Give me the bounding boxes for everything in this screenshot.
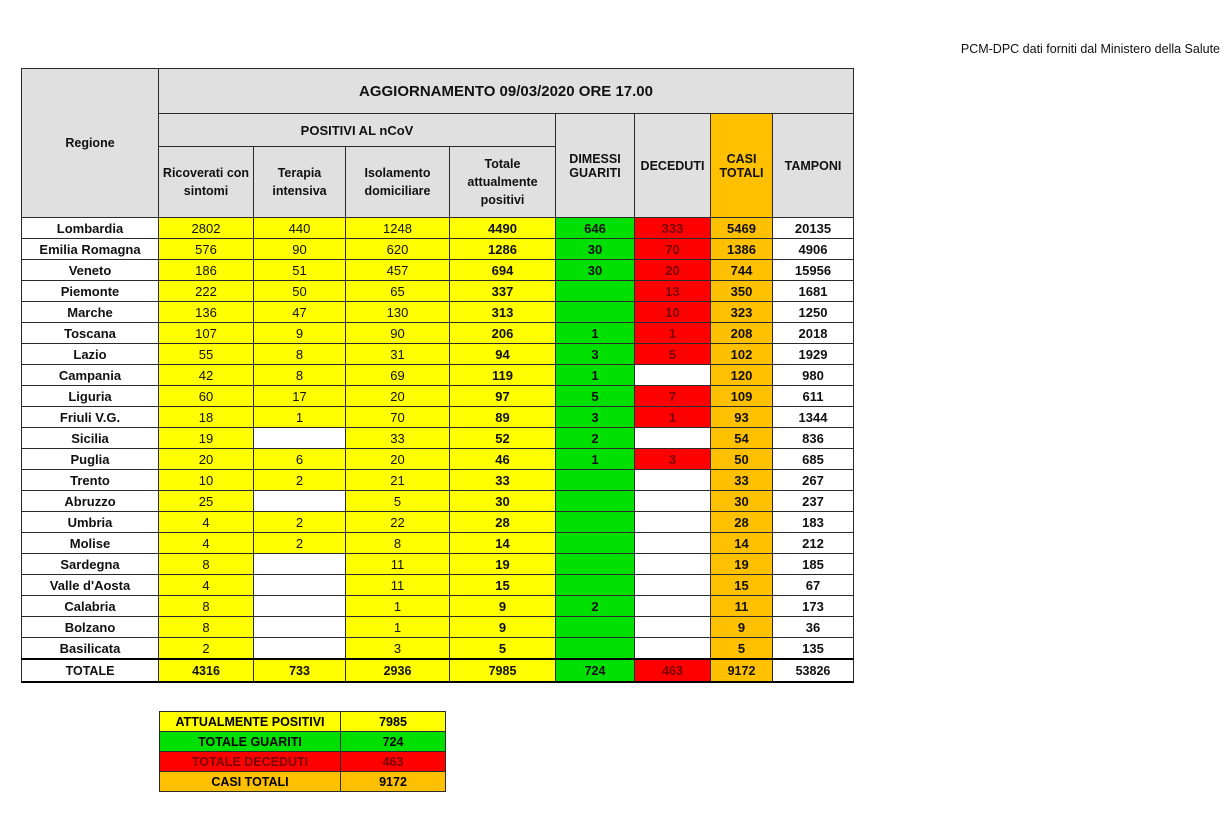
cell-regione: Calabria [22,596,159,617]
cell-ricoverati: 107 [159,323,254,344]
cell-casi: 50 [711,449,773,470]
cell-dimessi [556,617,635,638]
cell-deceduti: 3 [635,449,711,470]
cell-terapia [254,491,346,512]
cell-terapia [254,617,346,638]
cell-casi: 93 [711,407,773,428]
cell-regione: Piemonte [22,281,159,302]
cell-isolamento: 11 [346,575,450,596]
cell-casi: 54 [711,428,773,449]
cell-deceduti: 10 [635,302,711,323]
cell-casi: 323 [711,302,773,323]
cell-ricoverati: 4 [159,512,254,533]
cell-tamponi: 212 [773,533,854,554]
cell-isolamento: 21 [346,470,450,491]
total-tamponi: 53826 [773,659,854,682]
cell-casi: 5469 [711,218,773,239]
cell-deceduti: 7 [635,386,711,407]
cell-casi: 19 [711,554,773,575]
cell-dimessi: 3 [556,407,635,428]
cell-regione: Molise [22,533,159,554]
cell-dimessi: 5 [556,386,635,407]
cell-tamponi: 836 [773,428,854,449]
cell-deceduti [635,491,711,512]
cell-deceduti [635,575,711,596]
total-dimessi: 724 [556,659,635,682]
header-deceduti: DECEDUTI [635,114,711,218]
cell-casi: 14 [711,533,773,554]
cell-ricoverati: 576 [159,239,254,260]
cell-isolamento: 457 [346,260,450,281]
cell-tamponi: 685 [773,449,854,470]
cell-isolamento: 70 [346,407,450,428]
cell-isolamento: 69 [346,365,450,386]
header-positivi-group: POSITIVI AL nCoV [159,114,556,147]
total-isolamento: 2936 [346,659,450,682]
regional-cases-table [21,68,854,683]
cell-deceduti [635,554,711,575]
summary-label: CASI TOTALI [160,772,341,792]
table-row [22,596,854,617]
cell-regione: Sicilia [22,428,159,449]
cell-regione: Lazio [22,344,159,365]
cell-totale: 28 [450,512,556,533]
cell-totale: 33 [450,470,556,491]
cell-casi: 120 [711,365,773,386]
cell-casi: 744 [711,260,773,281]
cell-totale: 9 [450,617,556,638]
cell-isolamento: 5 [346,491,450,512]
cell-isolamento: 8 [346,533,450,554]
cell-ricoverati: 186 [159,260,254,281]
summary-row [160,712,446,732]
cell-totale: 119 [450,365,556,386]
table-row [22,554,854,575]
cell-terapia: 50 [254,281,346,302]
header-totale-positivi: Totale attualmente positivi [450,147,556,218]
cell-isolamento: 11 [346,554,450,575]
cell-isolamento: 20 [346,449,450,470]
cell-ricoverati: 42 [159,365,254,386]
cell-deceduti [635,428,711,449]
cell-deceduti [635,638,711,660]
cell-ricoverati: 8 [159,596,254,617]
cell-dimessi [556,512,635,533]
summary-value: 463 [341,752,446,772]
cell-isolamento: 20 [346,386,450,407]
cell-tamponi: 1681 [773,281,854,302]
cell-terapia [254,596,346,617]
cell-dimessi [556,533,635,554]
cell-totale: 9 [450,596,556,617]
cell-casi: 9 [711,617,773,638]
cell-casi: 208 [711,323,773,344]
cell-terapia: 2 [254,512,346,533]
cell-totale: 694 [450,260,556,281]
summary-value: 7985 [341,712,446,732]
cell-regione: Sardegna [22,554,159,575]
cell-terapia: 90 [254,239,346,260]
cell-dimessi [556,281,635,302]
table-row [22,491,854,512]
cell-terapia: 2 [254,470,346,491]
cell-totale: 97 [450,386,556,407]
table-body [22,218,854,683]
header-dimessi: DIMESSI GUARITI [556,114,635,218]
cell-tamponi: 611 [773,386,854,407]
cell-totale: 89 [450,407,556,428]
table-row [22,386,854,407]
cell-regione: Valle d'Aosta [22,575,159,596]
cell-terapia: 47 [254,302,346,323]
cell-dimessi [556,638,635,660]
cell-tamponi: 980 [773,365,854,386]
cell-deceduti [635,617,711,638]
table-row [22,449,854,470]
cell-deceduti: 1 [635,407,711,428]
source-note: PCM-DPC dati forniti dal Ministero della Salute [960,42,1220,56]
cell-isolamento: 1 [346,596,450,617]
table-title: AGGIORNAMENTO 09/03/2020 ORE 17.00 [159,69,854,114]
header-regione: Regione [22,69,159,218]
cell-totale: 313 [450,302,556,323]
cell-totale: 46 [450,449,556,470]
cell-dimessi [556,554,635,575]
cell-dimessi: 646 [556,218,635,239]
cell-ricoverati: 8 [159,554,254,575]
cell-dimessi: 1 [556,323,635,344]
cell-casi: 5 [711,638,773,660]
cell-isolamento: 22 [346,512,450,533]
cell-tamponi: 267 [773,470,854,491]
cell-dimessi: 1 [556,449,635,470]
summary-value: 9172 [341,772,446,792]
cell-regione: Campania [22,365,159,386]
cell-deceduti: 70 [635,239,711,260]
cell-terapia: 440 [254,218,346,239]
cell-dimessi: 30 [556,260,635,281]
summary-table [159,711,446,792]
cell-dimessi [556,302,635,323]
totals-row [22,659,854,682]
header-ricoverati: Ricoverati con sintomi [159,147,254,218]
cell-deceduti: 13 [635,281,711,302]
header-isolamento: Isolamento domiciliare [346,147,450,218]
cell-tamponi: 15956 [773,260,854,281]
cell-tamponi: 1929 [773,344,854,365]
table-row [22,638,854,660]
cell-dimessi: 2 [556,596,635,617]
cell-ricoverati: 2 [159,638,254,660]
cell-casi: 102 [711,344,773,365]
cell-regione: Basilicata [22,638,159,660]
cell-isolamento: 31 [346,344,450,365]
header-terapia: Terapia intensiva [254,147,346,218]
summary-label: ATTUALMENTE POSITIVI [160,712,341,732]
cell-totale: 4490 [450,218,556,239]
cell-terapia [254,638,346,660]
cell-totale: 14 [450,533,556,554]
cell-deceduti [635,533,711,554]
cell-totale: 19 [450,554,556,575]
cell-tamponi: 4906 [773,239,854,260]
cell-isolamento: 65 [346,281,450,302]
cell-ricoverati: 55 [159,344,254,365]
cell-terapia: 17 [254,386,346,407]
table-row [22,470,854,491]
cell-dimessi: 3 [556,344,635,365]
summary-label: TOTALE GUARITI [160,732,341,752]
cell-ricoverati: 4 [159,575,254,596]
cell-ricoverati: 2802 [159,218,254,239]
cell-terapia: 8 [254,344,346,365]
cell-terapia [254,575,346,596]
cell-tamponi: 2018 [773,323,854,344]
cell-ricoverati: 8 [159,617,254,638]
cell-totale: 52 [450,428,556,449]
cell-tamponi: 1250 [773,302,854,323]
cell-isolamento: 33 [346,428,450,449]
cell-casi: 33 [711,470,773,491]
table-row [22,512,854,533]
cell-ricoverati: 18 [159,407,254,428]
cell-tamponi: 36 [773,617,854,638]
cell-ricoverati: 19 [159,428,254,449]
cell-tamponi: 1344 [773,407,854,428]
cell-regione: Friuli V.G. [22,407,159,428]
cell-ricoverati: 222 [159,281,254,302]
cell-dimessi [556,575,635,596]
table-row [22,239,854,260]
cell-tamponi: 135 [773,638,854,660]
summary-row [160,752,446,772]
cell-casi: 30 [711,491,773,512]
table-row [22,365,854,386]
cell-isolamento: 1248 [346,218,450,239]
cell-deceduti [635,470,711,491]
cell-deceduti: 1 [635,323,711,344]
cell-terapia: 2 [254,533,346,554]
cell-regione: Emilia Romagna [22,239,159,260]
cell-terapia: 1 [254,407,346,428]
total-terapia: 733 [254,659,346,682]
cell-casi: 1386 [711,239,773,260]
summary-row [160,732,446,752]
cell-ricoverati: 25 [159,491,254,512]
cell-tamponi: 185 [773,554,854,575]
table-row [22,218,854,239]
cell-tamponi: 237 [773,491,854,512]
cell-ricoverati: 20 [159,449,254,470]
cell-regione: Veneto [22,260,159,281]
cell-regione: Puglia [22,449,159,470]
cell-isolamento: 1 [346,617,450,638]
table-row [22,302,854,323]
summary-value: 724 [341,732,446,752]
cell-regione: Liguria [22,386,159,407]
cell-isolamento: 130 [346,302,450,323]
cell-deceduti: 333 [635,218,711,239]
cell-isolamento: 90 [346,323,450,344]
cell-tamponi: 173 [773,596,854,617]
cell-casi: 11 [711,596,773,617]
cell-terapia [254,554,346,575]
cell-regione: Trento [22,470,159,491]
table-row [22,533,854,554]
cell-regione: Lombardia [22,218,159,239]
cell-tamponi: 183 [773,512,854,533]
cell-deceduti: 5 [635,344,711,365]
cell-casi: 350 [711,281,773,302]
cell-regione: Abruzzo [22,491,159,512]
cell-totale: 337 [450,281,556,302]
table-row [22,281,854,302]
summary-label: TOTALE DECEDUTI [160,752,341,772]
cell-ricoverati: 4 [159,533,254,554]
cell-dimessi: 30 [556,239,635,260]
cell-deceduti [635,512,711,533]
cell-deceduti [635,365,711,386]
cell-isolamento: 620 [346,239,450,260]
table-row [22,617,854,638]
cell-deceduti: 20 [635,260,711,281]
cell-ricoverati: 60 [159,386,254,407]
cell-regione: Umbria [22,512,159,533]
table-row [22,260,854,281]
cell-totale: 5 [450,638,556,660]
cell-casi: 109 [711,386,773,407]
total-totale: 7985 [450,659,556,682]
table-row [22,407,854,428]
cell-casi: 28 [711,512,773,533]
table-row [22,323,854,344]
cell-isolamento: 3 [346,638,450,660]
cell-casi: 15 [711,575,773,596]
cell-terapia: 6 [254,449,346,470]
total-casi: 9172 [711,659,773,682]
cell-terapia [254,428,346,449]
total-regione: TOTALE [22,659,159,682]
header-tamponi: TAMPONI [773,114,854,218]
cell-tamponi: 20135 [773,218,854,239]
cell-tamponi: 67 [773,575,854,596]
cell-dimessi: 2 [556,428,635,449]
cell-terapia: 9 [254,323,346,344]
header-casi-totali: CASI TOTALI [711,114,773,218]
cell-regione: Bolzano [22,617,159,638]
table-row [22,344,854,365]
cell-regione: Marche [22,302,159,323]
cell-dimessi [556,470,635,491]
cell-deceduti [635,596,711,617]
table-row [22,575,854,596]
cell-totale: 1286 [450,239,556,260]
summary-row [160,772,446,792]
cell-totale: 94 [450,344,556,365]
cell-dimessi: 1 [556,365,635,386]
cell-dimessi [556,491,635,512]
table-row [22,428,854,449]
cell-regione: Toscana [22,323,159,344]
cell-terapia: 51 [254,260,346,281]
cell-totale: 206 [450,323,556,344]
total-deceduti: 463 [635,659,711,682]
total-ricoverati: 4316 [159,659,254,682]
cell-ricoverati: 10 [159,470,254,491]
cell-totale: 30 [450,491,556,512]
cell-totale: 15 [450,575,556,596]
cell-ricoverati: 136 [159,302,254,323]
cell-terapia: 8 [254,365,346,386]
